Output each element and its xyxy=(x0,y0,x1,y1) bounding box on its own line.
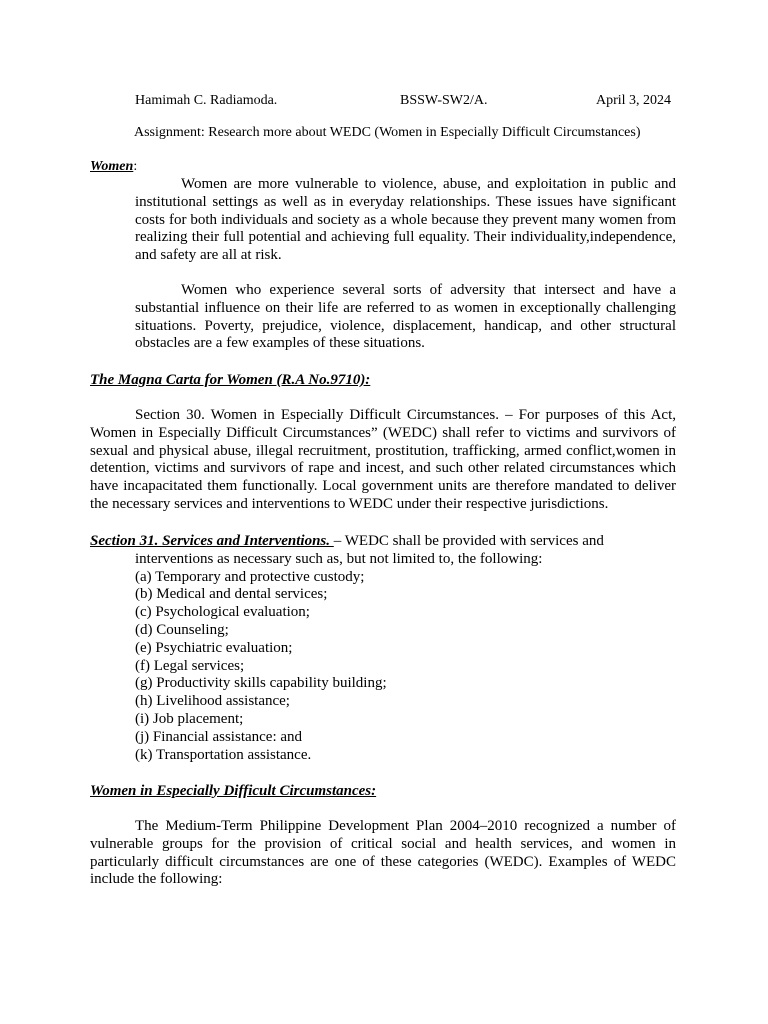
wedc-heading: Women in Especially Difficult Circumstances: xyxy=(90,783,377,799)
list-item: (h) Livelihood assistance; xyxy=(135,693,290,710)
section-31-intro-line-2: interventions as necessary such as, but not limited to, the following: xyxy=(135,550,543,567)
services-list xyxy=(90,569,676,765)
list-item: (g) Productivity skills capability building; xyxy=(135,675,387,692)
list-item: (a) Temporary and protective custody; xyxy=(135,568,365,585)
date: April 3, 2024 xyxy=(596,93,672,108)
women-heading xyxy=(90,158,137,176)
assignment-title: Assignment: Research more about WEDC (Women in Especially Difficult Circumstances) xyxy=(134,125,641,140)
list-item: (c) Psychological evaluation; xyxy=(135,604,310,621)
magna-carta-heading: The Magna Carta for Women (R.A No.9710): xyxy=(90,372,371,388)
student-name: Hamimah C. Radiamoda. xyxy=(135,93,278,108)
list-item: (k) Transportation assistance. xyxy=(135,746,312,763)
women-paragraph-1: Women are more vulnerable to violence, abuse, and exploitation in public and institutional settings as well as in everyday relationships. These issues have significant costs for both individuals and society as a whole because they prevent many women from realizing their full potential and achieving full equality. Their individuality,independence, and safety are all at risk. xyxy=(135,176,676,264)
section-31 xyxy=(90,533,676,764)
list-item: (f) Legal services; xyxy=(135,657,245,674)
list-item: (b) Medical and dental services; xyxy=(135,586,328,603)
women-heading-colon: : xyxy=(133,159,138,174)
mtpdp-paragraph: The Medium-Term Philippine Development Plan 2004–2010 recognized a number of vulnerable groups for the provision of critical social and health services, and women in particularly difficult circumstances are one of these categories (WEDC). Examples of WEDC include the following: xyxy=(90,818,676,888)
list-item: (i) Job placement; xyxy=(135,710,244,727)
section-31-intro xyxy=(90,533,676,551)
women-heading-label: Women xyxy=(90,159,134,174)
women-paragraph-2: Women who experience several sorts of adversity that intersect and have a substantial influence on their life are referred to as women in exceptionally challenging situations. Poverty, prejudice, violence, displacement, handicap, and other structural obstacles are a few examples of these situations. xyxy=(135,282,676,352)
section-31-heading: Section 31. Services and Interventions. xyxy=(90,533,334,549)
list-item: (d) Counseling; xyxy=(135,621,229,638)
section-30-paragraph: Section 30. Women in Especially Difficult Circumstances. – For purposes of this Act, Women in Especially Difficult Circumstances” (WEDC) shall refer to victims and survivors of sexual and physical abuse, illegal recruitment, prostitution, trafficking, armed conflict,women in detention, victims and survivors of rape and incest, and such other related circumstances which have incapacitated them functionally. Local government units are therefore mandated to deliver the necessary services and interventions to WEDC under their respective jurisdictions. xyxy=(90,407,676,512)
course-section: BSSW-SW2/A. xyxy=(400,93,488,108)
section-31-intro-line-1: – WEDC shall be provided with services and xyxy=(333,533,604,549)
list-item: (e) Psychiatric evaluation; xyxy=(135,639,293,656)
list-item: (j) Financial assistance: and xyxy=(135,728,303,745)
